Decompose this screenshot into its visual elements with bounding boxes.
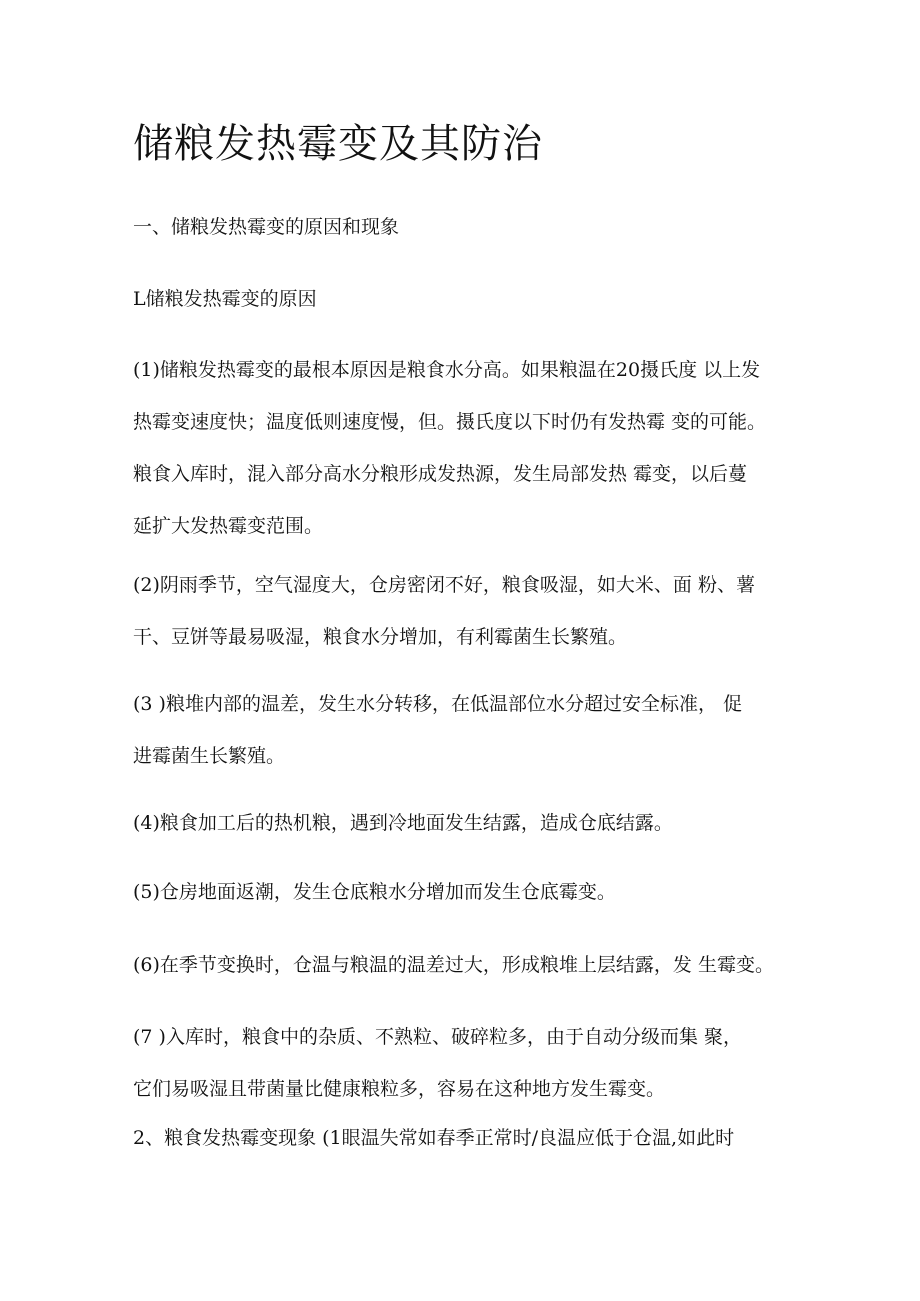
paragraph-line: 干、豆饼等最易吸湿，粮食水分增加，有利霉菌生长繁殖。 (133, 626, 628, 648)
paragraph-line: (7 )入库时，粮食中的杂质、不熟粒、破碎粒多，由于自动分级而集 聚， (133, 1026, 742, 1048)
paragraph-line: (6)在季节变换时，仓温与粮温的温差过大，形成粮堆上层结露，发 生霉变。 (133, 954, 774, 976)
paragraph-line: (5)仓房地面返潮，发生仓底粮水分增加而发生仓底霉变。 (133, 881, 616, 903)
subsection-heading: L储粮发热霉变的原因 (133, 288, 317, 310)
paragraph-line: 粮食入库时，混入部分高水分粮形成发热源，发生局部发热 霉变，以后蔓 (133, 463, 748, 485)
paragraph-8 (133, 1123, 734, 1153)
paragraph-line: (4)粮食加工后的热机粮，遇到冷地面发生结露，造成仓底结露。 (133, 812, 673, 834)
paragraph-6 (133, 950, 774, 980)
paragraph-line: (3 )粮堆内部的温差，发生水分转移，在低温部位水分超过安全标准， 促 (133, 693, 742, 715)
section-heading: 一、储粮发热霉变的原因和现象 (133, 216, 400, 238)
paragraph-7 (133, 1022, 742, 1104)
paragraph-line: 2、粮食发热霉变现象 (1眼温失常如春季正常时/良温应低于仓温,如此时 (133, 1127, 735, 1149)
paragraph-4 (133, 808, 673, 838)
paragraph-line: 进霉菌生长繁殖。 (133, 745, 286, 767)
paragraph-line: 热霉变速度快；温度低则速度慢，但。摄氏度以下时仍有发热霉 变的可能。 (133, 411, 767, 433)
document-title: 储粮发热霉变及其防治 (133, 121, 543, 167)
paragraph-line: (2)阴雨季节，空气湿度大，仓房密闭不好，粮食吸湿，如大米、面 粉、薯 (133, 574, 755, 596)
paragraph-1 (133, 355, 766, 541)
paragraph-2 (133, 570, 755, 652)
paragraph-5 (133, 877, 616, 907)
paragraph-line: 延扩大发热霉变范围。 (133, 515, 324, 537)
paragraph-line: (1)储粮发热霉变的最根本原因是粮食水分高。如果粮温在20摄氏度 以上发 (133, 359, 761, 381)
paragraph-line: 它们易吸湿且带菌量比健康粮粒多，容易在这种地方发生霉变。 (133, 1078, 666, 1100)
paragraph-3 (133, 689, 742, 771)
